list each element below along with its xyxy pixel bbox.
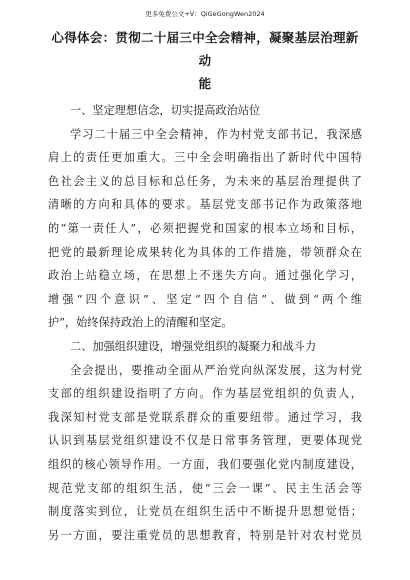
paragraph-line: 政治上站稳立场，在思想上不迷失方向。通过强化学习，	[48, 269, 362, 283]
document-body	[48, 99, 362, 547]
section-heading-2: 二、加强组织建设，增强党组织的凝聚力和战斗力	[70, 339, 317, 353]
title-line-2: 能	[198, 76, 212, 91]
paragraph-line: 我深知村党支部是党联系群众的重要纽带。通过学习，我	[48, 410, 362, 424]
paragraph-line: 支部的组织建设指明了方向。作为基层党组织的负责人，	[48, 387, 362, 401]
paragraph-line: 清晰的方向和具体的要求。基层党支部书记作为政策落地	[48, 198, 362, 212]
document-title	[48, 26, 362, 95]
paragraph-line: 的“第一责任人”，必须把握党和国家的根本立场和目标，	[48, 221, 362, 235]
paragraph-line: 规范党支部的组织生活，使“三会一课”、民主生活会等	[48, 481, 362, 495]
title-line-1: 心得体会：贯彻二十届三中全会精神，凝聚基层治理新动	[51, 30, 359, 68]
section-heading-1: 一、坚定理想信念，切实提高政治站位	[70, 104, 261, 117]
paragraph-line: 制度落实到位，让党员在组织生活中不断提升思想觉悟；	[48, 505, 362, 519]
paragraph-line: 全会提出，要推动全面从严治党向纵深发展，这为村党	[70, 363, 362, 377]
paragraph-line: 另一方面，要注重党员的思想教育，特别是针对农村党员	[48, 528, 362, 542]
paragraph-line: 把党的最新理论成果转化为具体的工作措施，带领群众在	[48, 245, 362, 259]
paragraph-line: 增强“四个意识”、坚定“四个自信”、做到“两个维	[48, 292, 362, 306]
paragraph-line: 组织的核心领导作用。一方面，我们要强化党内制度建设，	[48, 457, 362, 471]
paragraph-line: 护”，始终保持政治上的清醒和坚定。	[48, 316, 233, 330]
header-note: 更多免费公文+V：QiGeGongWen2024	[145, 10, 265, 18]
paragraph-line: 肩上的责任更加重大。三中全会明确指出了新时代中国特	[48, 151, 362, 165]
paragraph-line: 色社会主义的总目标和总任务，为未来的基层治理提供了	[48, 174, 362, 188]
paragraph-line: 学习二十届三中全会精神，作为村党支部书记，我深感	[70, 127, 362, 141]
paragraph-line: 认识到基层党组织建设不仅是日常事务管理，更要体现党	[48, 434, 362, 448]
